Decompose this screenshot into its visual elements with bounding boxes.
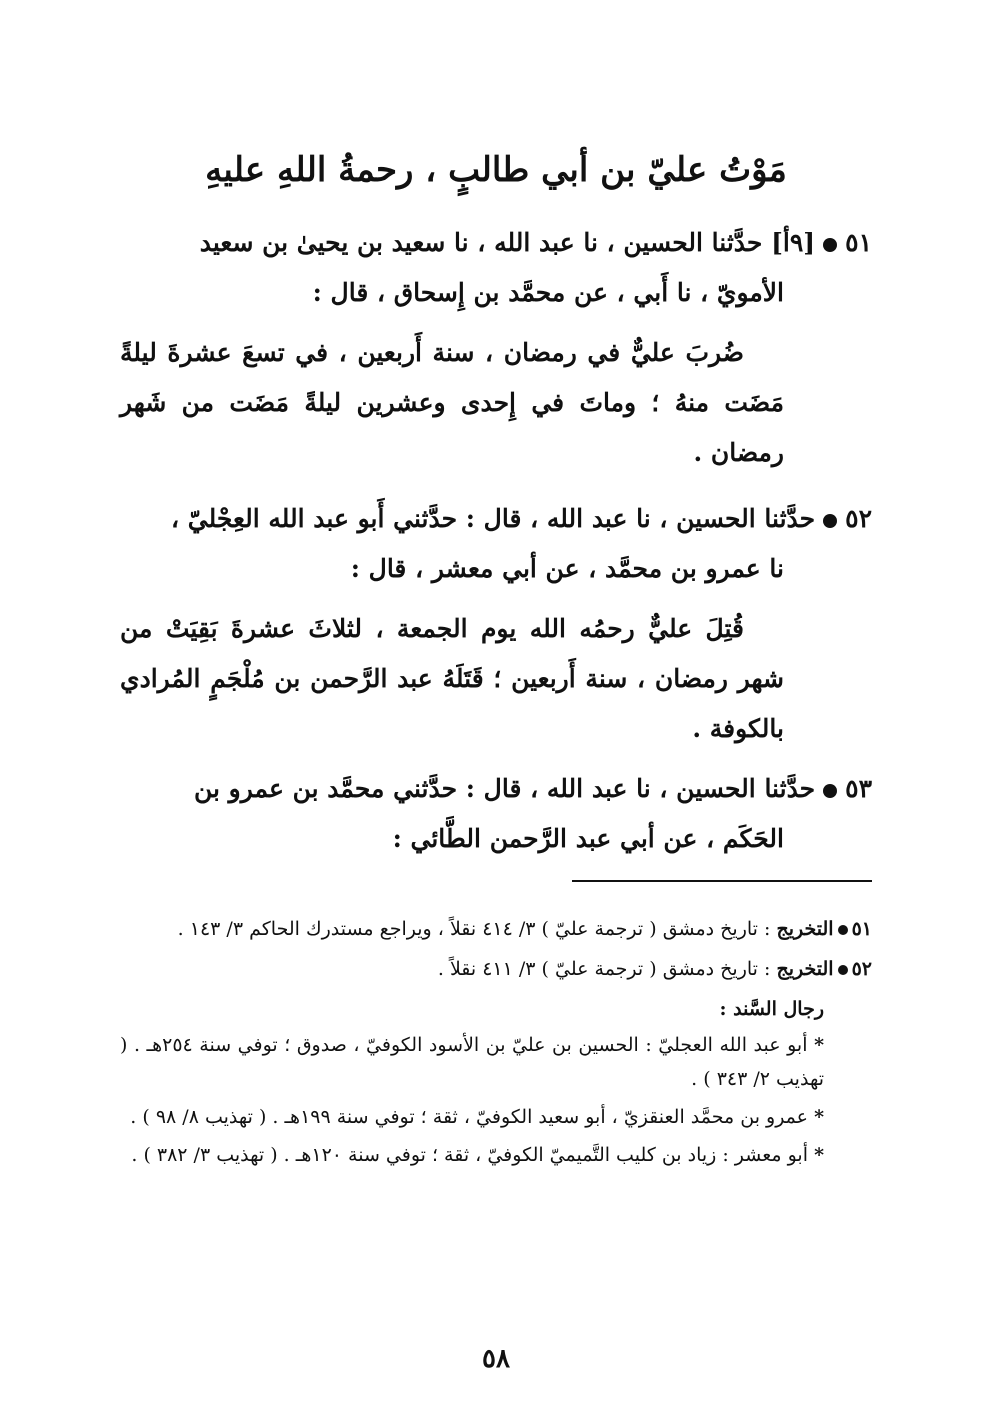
footnote-text: : تاريخ دمشق ( ترجمة عليّ ) ٣/ ٤١١ نقلاً .: [437, 958, 771, 980]
entry-number: ٥١: [845, 228, 872, 257]
rijal-item-text: أبو عبد الله العجليّ : الحسين بن عليّ بن الأسود الكوفيّ ، صدوق ؛ توفي سنة ٢٥٤هـ . ( تهذيب ٢/ ٣٤٣ ) .: [120, 1034, 824, 1090]
bullet-icon: [838, 965, 848, 975]
entry-narrative: ضُربَ عليٌّ في رمضان ، سنة أَربعين ، في تسعَ عشرةَ ليلةً مَضَت منهُ ؛ وماتَ في إِحدى وعشرين ليلةً مَضَت من شَهر رمضان .: [120, 338, 784, 467]
entry-51: [120, 218, 872, 478]
entry-53: [120, 764, 872, 864]
entry-head-text: [٩أ] حدَّثنا الحسين ، نا عبد الله ، نا سعيد بن يحيىٰ بن سعيد: [199, 228, 816, 257]
bullet-icon: [823, 238, 837, 252]
footnote-text: : تاريخ دمشق ( ترجمة عليّ ) ٣/ ٤١٤ نقلاً ، ويراجع مستدرك الحاكم ٣/ ١٤٣ .: [177, 918, 771, 940]
rijal-item: [120, 1028, 872, 1096]
star-icon: *: [814, 1144, 824, 1166]
rijal-item: [120, 1100, 872, 1134]
entry-head-continuation: نا عمرو بن محمَّد ، عن أبي معشر ، قال :: [350, 554, 784, 583]
entry-number: ٥٣: [845, 774, 872, 803]
rijal-item-text: أبو معشر : زياد بن كليب التَّميميّ الكوفيّ ، ثقة ؛ توفي سنة ١٢٠هـ . ( تهذيب ٣/ ٣٨٢ ) .: [131, 1144, 809, 1166]
footnotes: [120, 912, 872, 1176]
footnote-number: ٥١: [851, 918, 872, 940]
entry-head-continuation: الحَكَم ، عن أبي عبد الرَّحمن الطَّائي :: [392, 824, 784, 853]
footnote-label: التخريج: [776, 958, 834, 980]
star-icon: *: [814, 1106, 824, 1128]
footnote-52: [120, 952, 872, 986]
entry-head-text: حدَّثنا الحسين ، نا عبد الله ، قال : حدَّثني أَبو عبد الله العِجْليّ ،: [171, 504, 816, 533]
bullet-icon: [823, 784, 837, 798]
entry-head-continuation: الأمويّ ، نا أَبي ، عن محمَّد بن إِسحاق ، قال :: [312, 278, 784, 307]
entry-head: [120, 494, 872, 544]
rijal-item-text: عمرو بن محمَّد العنقزيّ ، أبو سعيد الكوفيّ ، ثقة ؛ توفي سنة ١٩٩هـ . ( تهذيب ٨/ ٩٨ ) .: [130, 1106, 809, 1128]
footnote-51: [120, 912, 872, 946]
footnote-number: ٥٢: [851, 958, 872, 980]
chapter-title: مَوْتُ عليّ بن أبي طالبٍ ، رحمةُ اللهِ عليهِ: [205, 150, 787, 190]
bullet-icon: [838, 925, 848, 935]
page-number: ٥٨: [482, 1344, 510, 1374]
footnote-label: التخريج: [776, 918, 834, 940]
entry-number: ٥٢: [845, 504, 872, 533]
entry-head-text: حدَّثنا الحسين ، نا عبد الله ، قال : حدَّثني محمَّد بن عمرو بن: [193, 774, 816, 803]
bullet-icon: [823, 514, 837, 528]
entry-head: [120, 764, 872, 814]
entry-narrative: قُتِلَ عليٌّ رحمُه الله يوم الجمعة ، لثلاثَ عشرةَ بَقِيَتْ من شهر رمضان ، سنة أَربعين ؛ قَتَلَهُ عبد الرَّحمن بن مُلْجَمٍ المُرادي بالكوفة .: [120, 614, 784, 743]
entry-52: [120, 494, 872, 754]
entry-head: [120, 218, 872, 268]
rijal-item: [120, 1138, 872, 1172]
footnote-separator: [572, 880, 872, 882]
rijal-heading: رجال السَّند :: [719, 998, 824, 1020]
star-icon: *: [814, 1034, 824, 1056]
